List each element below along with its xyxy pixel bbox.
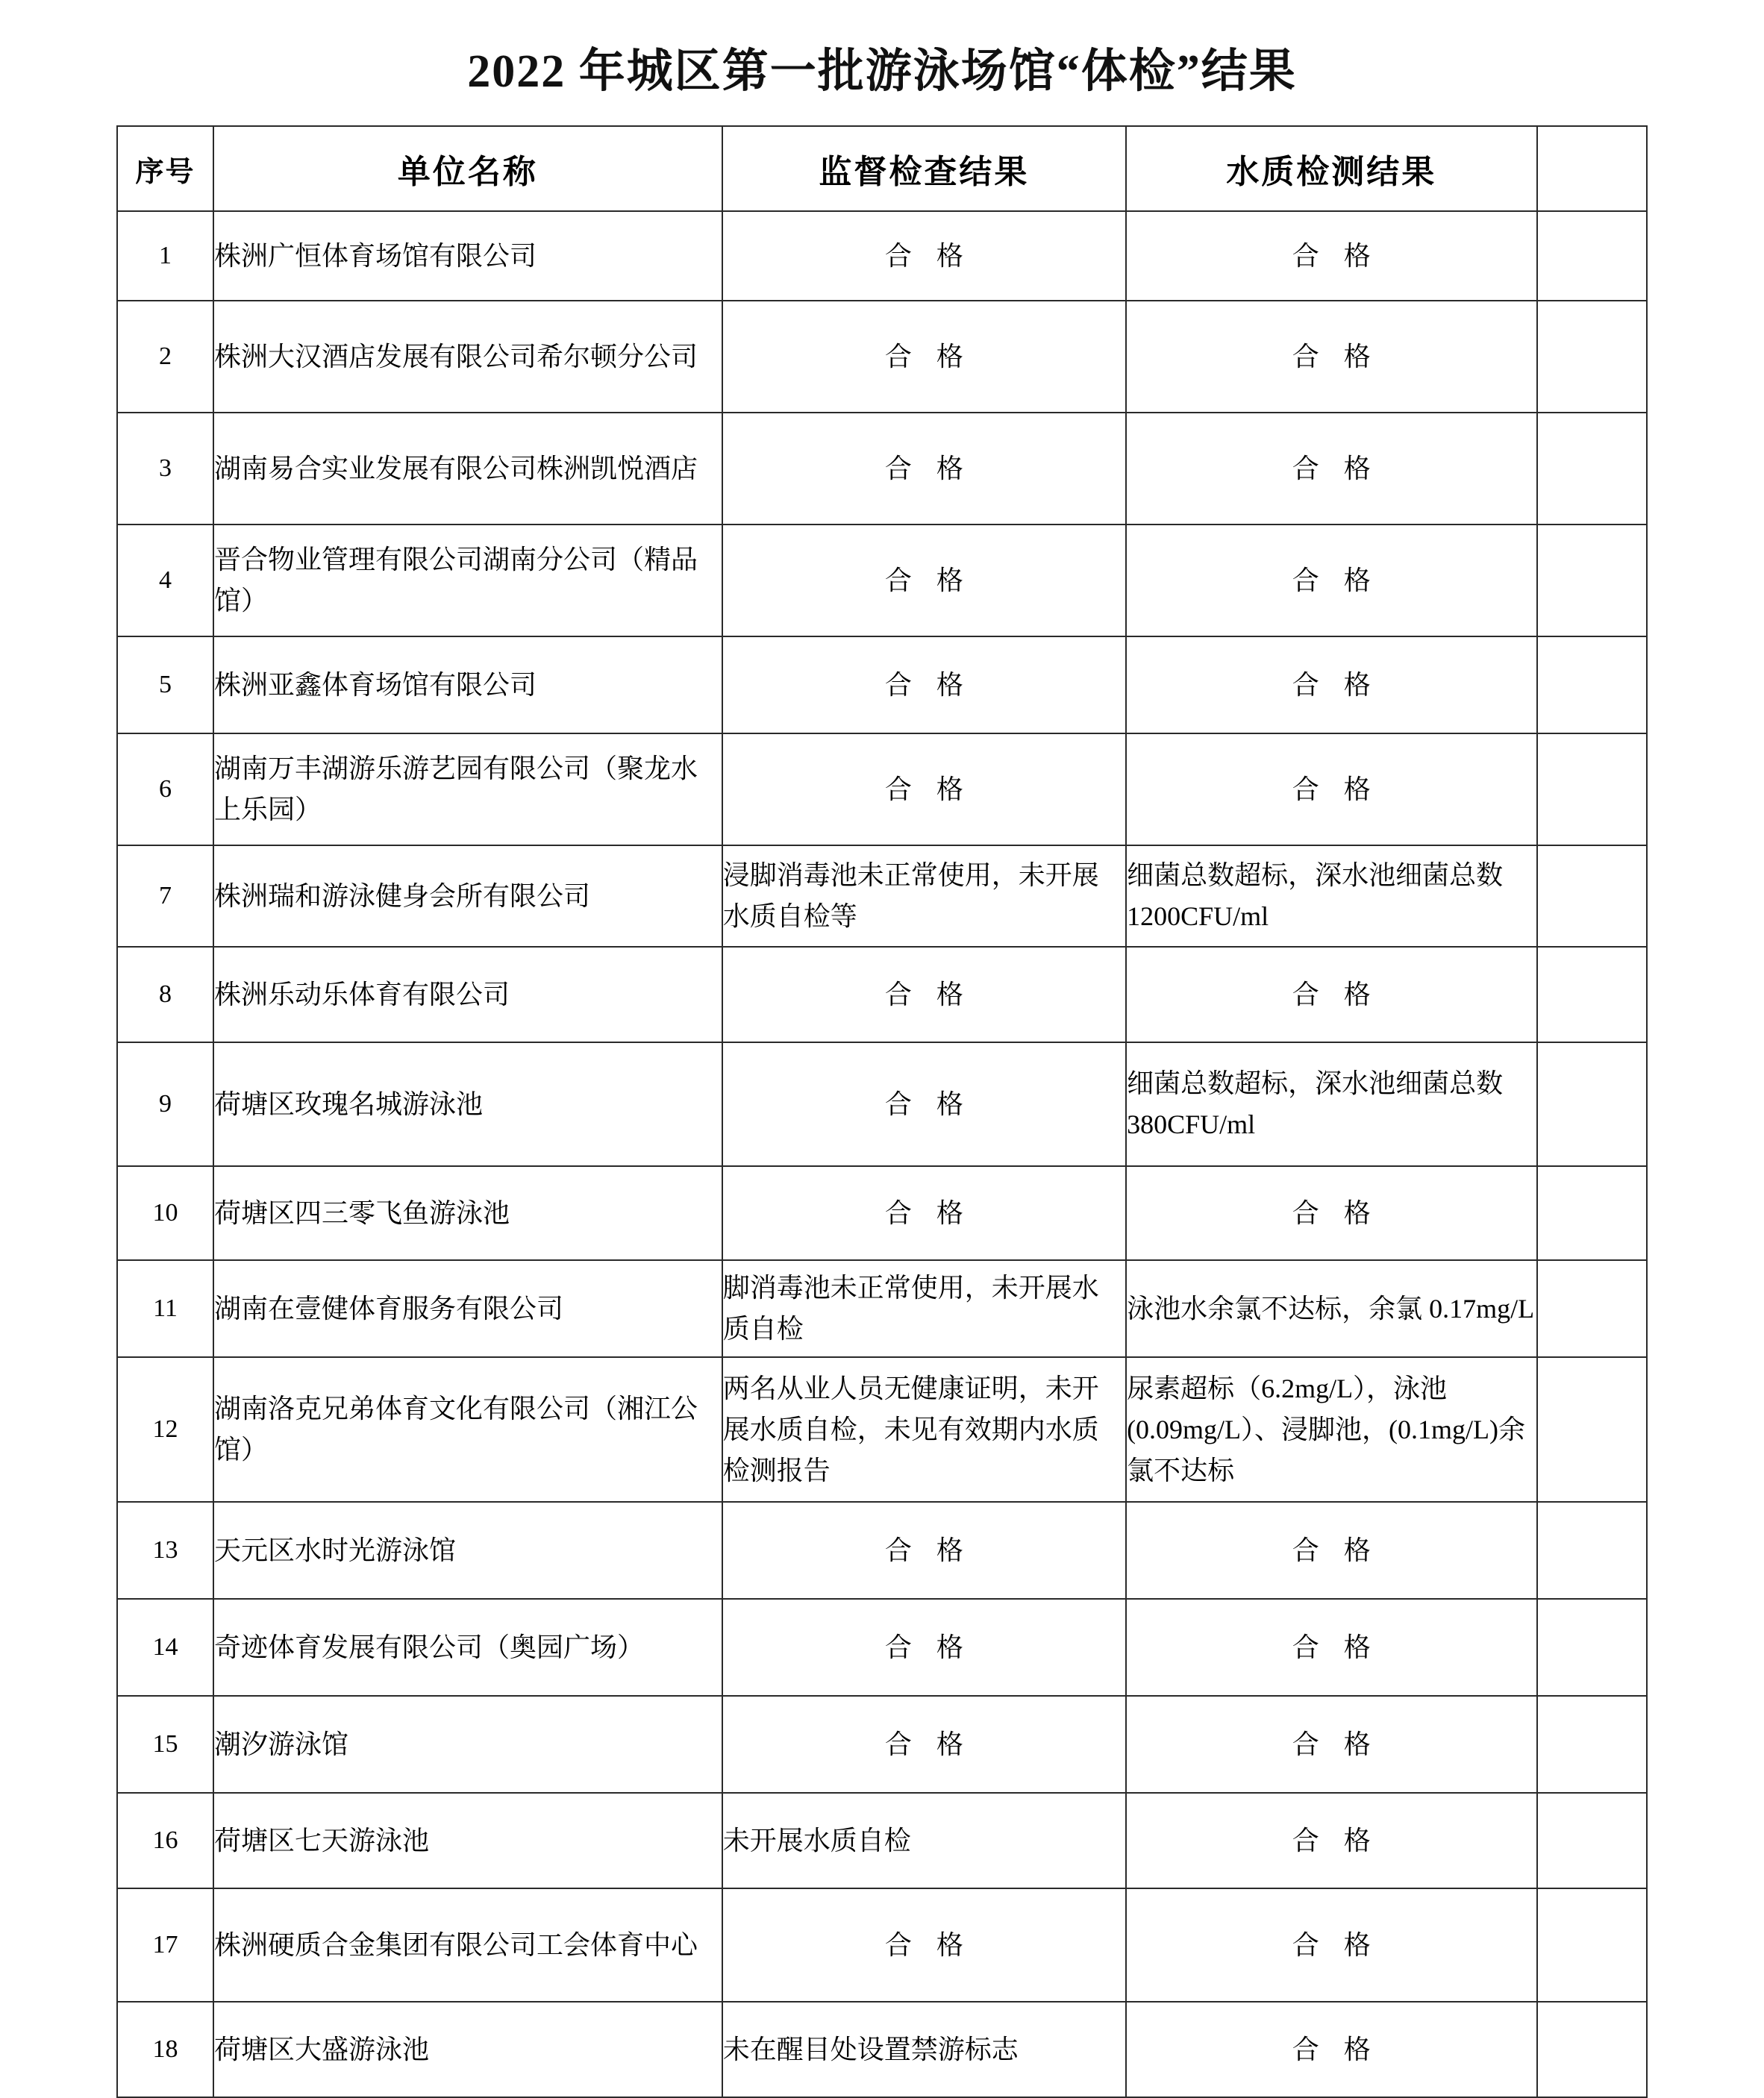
column-header-inspection-result: 监督检查结果 <box>722 126 1126 211</box>
table-row <box>117 733 1647 845</box>
row-extra-cell <box>1537 1260 1647 1357</box>
row-water-quality-result: 合 格 <box>1126 733 1537 845</box>
row-extra-cell <box>1537 845 1647 947</box>
row-index: 15 <box>117 1696 213 1793</box>
row-water-quality-result: 合 格 <box>1126 2002 1537 2097</box>
row-extra-cell <box>1537 1696 1647 1793</box>
table-row <box>117 636 1647 733</box>
column-header-unit-name: 单位名称 <box>213 126 722 211</box>
row-extra-cell <box>1537 1888 1647 2002</box>
row-index: 7 <box>117 845 213 947</box>
row-water-quality-result: 合 格 <box>1126 1793 1537 1888</box>
table-row <box>117 947 1647 1042</box>
row-water-quality-result: 合 格 <box>1126 1696 1537 1793</box>
table-header-row <box>117 126 1647 211</box>
row-inspection-result: 合 格 <box>722 301 1126 413</box>
table-row <box>117 413 1647 524</box>
row-water-quality-result: 合 格 <box>1126 947 1537 1042</box>
row-unit-name: 株洲乐动乐体育有限公司 <box>213 947 722 1042</box>
row-index: 5 <box>117 636 213 733</box>
table-row <box>117 1357 1647 1502</box>
row-water-quality-result: 合 格 <box>1126 1502 1537 1599</box>
table-header <box>117 126 1647 211</box>
row-inspection-result: 合 格 <box>722 413 1126 524</box>
row-extra-cell <box>1537 733 1647 845</box>
table-row <box>117 1888 1647 2002</box>
column-header-water-quality-result: 水质检测结果 <box>1126 126 1537 211</box>
row-water-quality-result: 合 格 <box>1126 636 1537 733</box>
row-unit-name: 株洲广恒体育场馆有限公司 <box>213 211 722 301</box>
row-index: 17 <box>117 1888 213 2002</box>
row-inspection-result: 合 格 <box>722 524 1126 636</box>
table-row <box>117 1696 1647 1793</box>
row-water-quality-result: 合 格 <box>1126 413 1537 524</box>
row-inspection-result: 未在醒目处设置禁游标志 <box>722 2002 1126 2097</box>
row-extra-cell <box>1537 1599 1647 1696</box>
table-row <box>117 1599 1647 1696</box>
row-water-quality-result: 细菌总数超标，深水池细菌总数 380CFU/ml <box>1126 1042 1537 1166</box>
table-row <box>117 1502 1647 1599</box>
row-inspection-result: 合 格 <box>722 1696 1126 1793</box>
table-body <box>117 211 1647 2097</box>
row-index: 8 <box>117 947 213 1042</box>
table-row <box>117 1260 1647 1357</box>
row-water-quality-result: 合 格 <box>1126 524 1537 636</box>
swimming-venue-results-table <box>116 125 1648 2098</box>
row-index: 1 <box>117 211 213 301</box>
table-row <box>117 524 1647 636</box>
row-water-quality-result: 细菌总数超标，深水池细菌总数 1200CFU/ml <box>1126 845 1537 947</box>
row-inspection-result: 合 格 <box>722 1599 1126 1696</box>
row-water-quality-result: 合 格 <box>1126 301 1537 413</box>
row-inspection-result: 合 格 <box>722 1042 1126 1166</box>
row-unit-name: 荷塘区四三零飞鱼游泳池 <box>213 1166 722 1260</box>
row-unit-name: 株洲大汉酒店发展有限公司希尔顿分公司 <box>213 301 722 413</box>
column-header-index: 序号 <box>117 126 213 211</box>
row-unit-name: 荷塘区七天游泳池 <box>213 1793 722 1888</box>
row-extra-cell <box>1537 1042 1647 1166</box>
row-inspection-result: 浸脚消毒池未正常使用，未开展水质自检等 <box>722 845 1126 947</box>
row-unit-name: 天元区水时光游泳馆 <box>213 1502 722 1599</box>
row-unit-name: 湖南易合实业发展有限公司株洲凯悦酒店 <box>213 413 722 524</box>
row-unit-name: 晋合物业管理有限公司湖南分公司（精品馆） <box>213 524 722 636</box>
row-extra-cell <box>1537 1357 1647 1502</box>
row-inspection-result: 合 格 <box>722 733 1126 845</box>
row-extra-cell <box>1537 211 1647 301</box>
row-extra-cell <box>1537 1166 1647 1260</box>
row-unit-name: 潮汐游泳馆 <box>213 1696 722 1793</box>
table-row <box>117 845 1647 947</box>
row-extra-cell <box>1537 524 1647 636</box>
row-unit-name: 株洲硬质合金集团有限公司工会体育中心 <box>213 1888 722 2002</box>
row-unit-name: 荷塘区玫瑰名城游泳池 <box>213 1042 722 1166</box>
row-water-quality-result: 泳池水余氯不达标，余氯 0.17mg/L <box>1126 1260 1537 1357</box>
row-water-quality-result: 合 格 <box>1126 1166 1537 1260</box>
table-row <box>117 2002 1647 2097</box>
row-index: 16 <box>117 1793 213 1888</box>
row-index: 13 <box>117 1502 213 1599</box>
table-row <box>117 1793 1647 1888</box>
row-index: 14 <box>117 1599 213 1696</box>
row-inspection-result: 合 格 <box>722 211 1126 301</box>
row-index: 9 <box>117 1042 213 1166</box>
row-index: 4 <box>117 524 213 636</box>
row-unit-name: 湖南在壹健体育服务有限公司 <box>213 1260 722 1357</box>
row-unit-name: 荷塘区大盛游泳池 <box>213 2002 722 2097</box>
row-inspection-result: 脚消毒池未正常使用，未开展水质自检 <box>722 1260 1126 1357</box>
page-title: 2022 年城区第一批游泳场馆“体检”结果 <box>467 46 1297 97</box>
row-extra-cell <box>1537 2002 1647 2097</box>
row-inspection-result: 合 格 <box>722 947 1126 1042</box>
table-row <box>117 301 1647 413</box>
row-water-quality-result: 尿素超标（6.2mg/L），泳池(0.09mg/L）、浸脚池，(0.1mg/L)余氯不达标 <box>1126 1357 1537 1502</box>
row-inspection-result: 合 格 <box>722 1166 1126 1260</box>
row-water-quality-result: 合 格 <box>1126 1599 1537 1696</box>
row-unit-name: 湖南万丰湖游乐游艺园有限公司（聚龙水上乐园） <box>213 733 722 845</box>
row-inspection-result: 未开展水质自检 <box>722 1793 1126 1888</box>
row-unit-name: 奇迹体育发展有限公司（奥园广场） <box>213 1599 722 1696</box>
row-index: 6 <box>117 733 213 845</box>
row-extra-cell <box>1537 301 1647 413</box>
row-extra-cell <box>1537 947 1647 1042</box>
results-table-container <box>116 125 1648 2098</box>
row-index: 3 <box>117 413 213 524</box>
row-index: 18 <box>117 2002 213 2097</box>
row-extra-cell <box>1537 636 1647 733</box>
row-extra-cell <box>1537 1793 1647 1888</box>
table-row <box>117 1042 1647 1166</box>
row-water-quality-result: 合 格 <box>1126 1888 1537 2002</box>
row-index: 10 <box>117 1166 213 1260</box>
row-index: 11 <box>117 1260 213 1357</box>
row-index: 12 <box>117 1357 213 1502</box>
row-water-quality-result: 合 格 <box>1126 211 1537 301</box>
table-row <box>117 1166 1647 1260</box>
row-unit-name: 株洲瑞和游泳健身会所有限公司 <box>213 845 722 947</box>
row-unit-name: 株洲亚鑫体育场馆有限公司 <box>213 636 722 733</box>
row-extra-cell <box>1537 1502 1647 1599</box>
row-unit-name: 湖南洛克兄弟体育文化有限公司（湘江公馆） <box>213 1357 722 1502</box>
row-inspection-result: 两名从业人员无健康证明，未开展水质自检，未见有效期内水质检测报告 <box>722 1357 1126 1502</box>
row-inspection-result: 合 格 <box>722 1888 1126 2002</box>
row-inspection-result: 合 格 <box>722 1502 1126 1599</box>
column-header-extra <box>1537 126 1647 211</box>
table-row <box>117 211 1647 301</box>
row-extra-cell <box>1537 413 1647 524</box>
row-inspection-result: 合 格 <box>722 636 1126 733</box>
row-index: 2 <box>117 301 213 413</box>
